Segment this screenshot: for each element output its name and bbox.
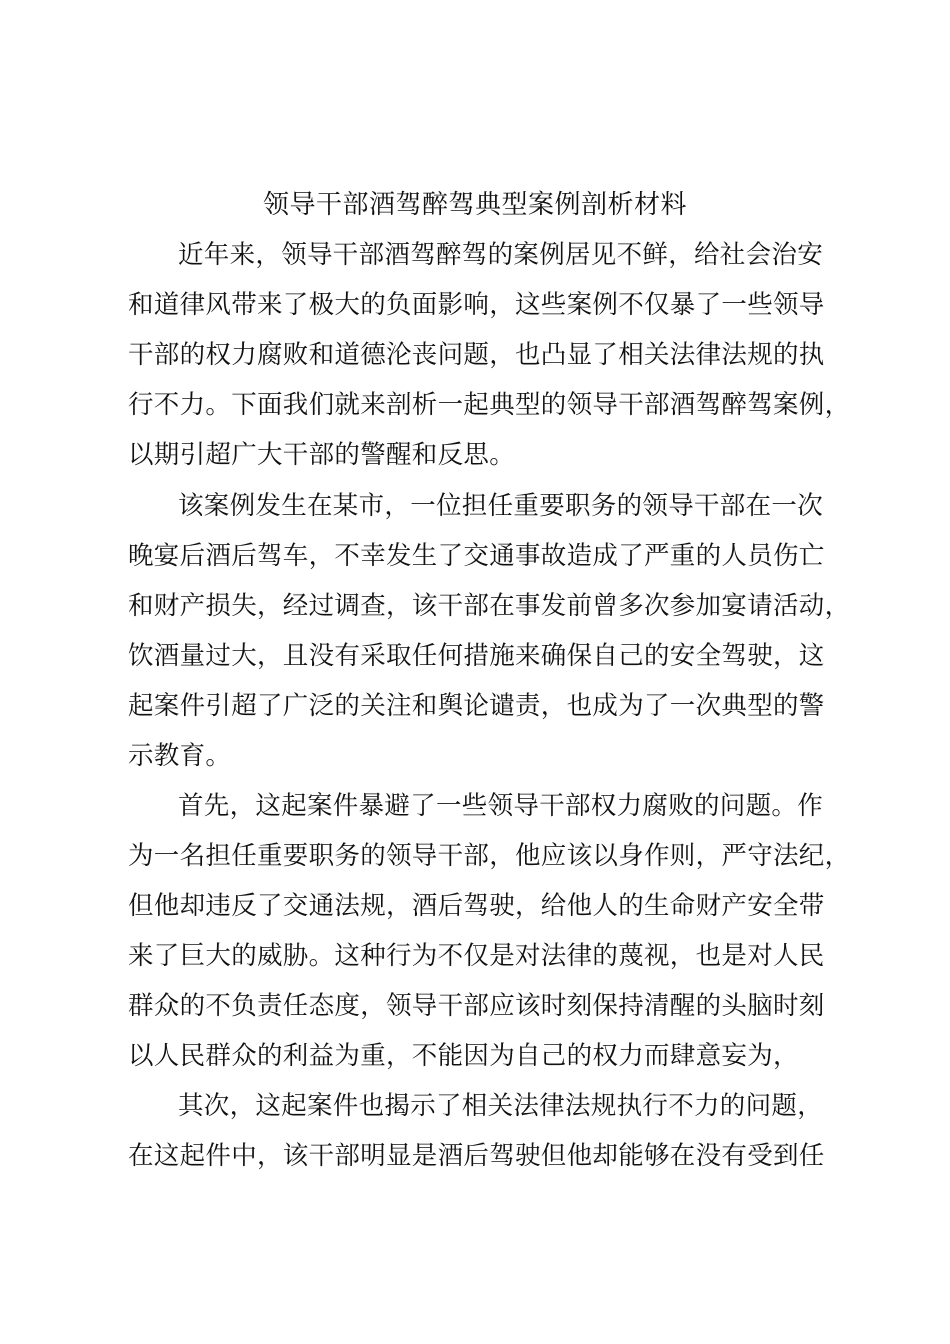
paragraph-line: 干部的权力腐败和道德沦丧问题，也凸显了相关法律法规的执 bbox=[128, 340, 825, 370]
paragraph-line: 和财产损失，经过调查，该干部在事发前曾多次参加宴请活动， bbox=[128, 591, 851, 621]
paragraph-line: 该案例发生在某市，一位担任重要职务的领导干部在一次 bbox=[178, 491, 824, 521]
paragraph-line: 其次，这起案件也揭示了相关法律法规执行不力的问题， bbox=[178, 1091, 824, 1121]
paragraph-line: 示教育。 bbox=[128, 741, 232, 771]
paragraph-line: 饮酒量过大，且没有采取任何措施来确保自己的安全驾驶，这 bbox=[128, 641, 825, 671]
paragraph-line: 但他却违反了交通法规，酒后驾驶，给他人的生命财产安全带 bbox=[128, 891, 825, 921]
paragraph-line: 为一名担任重要职务的领导干部，他应该以身作则，严守法纪， bbox=[128, 841, 851, 871]
paragraph-line: 近年来，领导干部酒驾醉驾的案例居见不鲜，给社会治安 bbox=[178, 240, 824, 270]
paragraph-line: 行不力。下面我们就来剖析一起典型的领导干部酒驾醉驾案例， bbox=[128, 390, 851, 420]
paragraph-line: 晚宴后酒后驾车，不幸发生了交通事故造成了严重的人员伤亡 bbox=[128, 541, 825, 571]
paragraph-line: 首先，这起案件暴避了一些领导干部权力腐败的问题。作 bbox=[178, 791, 824, 821]
paragraph-line: 以人民群众的利益为重，不能因为自己的权力而肆意妄为， bbox=[128, 1041, 799, 1071]
document-title: 领导干部酒驾醉驾典型案例剖析材料 bbox=[262, 190, 687, 220]
paragraph-line: 群众的不负责任态度，领导干部应该时刻保持清醒的头脑时刻 bbox=[128, 991, 825, 1021]
paragraph-line: 起案件引超了广泛的关注和舆论谴责，也成为了一次典型的警 bbox=[128, 691, 825, 721]
paragraph-line: 来了巨大的威胁。这种行为不仅是对法律的蔑视，也是对人民 bbox=[128, 941, 825, 971]
paragraph-line: 在这起件中，该干部明显是酒后驾驶但他却能够在没有受到任 bbox=[128, 1141, 825, 1171]
paragraph-line: 以期引超广大干部的警醒和反思。 bbox=[128, 440, 516, 470]
paragraph-line: 和道律风带来了极大的负面影响，这些案例不仅暴了一些领导 bbox=[128, 290, 825, 320]
